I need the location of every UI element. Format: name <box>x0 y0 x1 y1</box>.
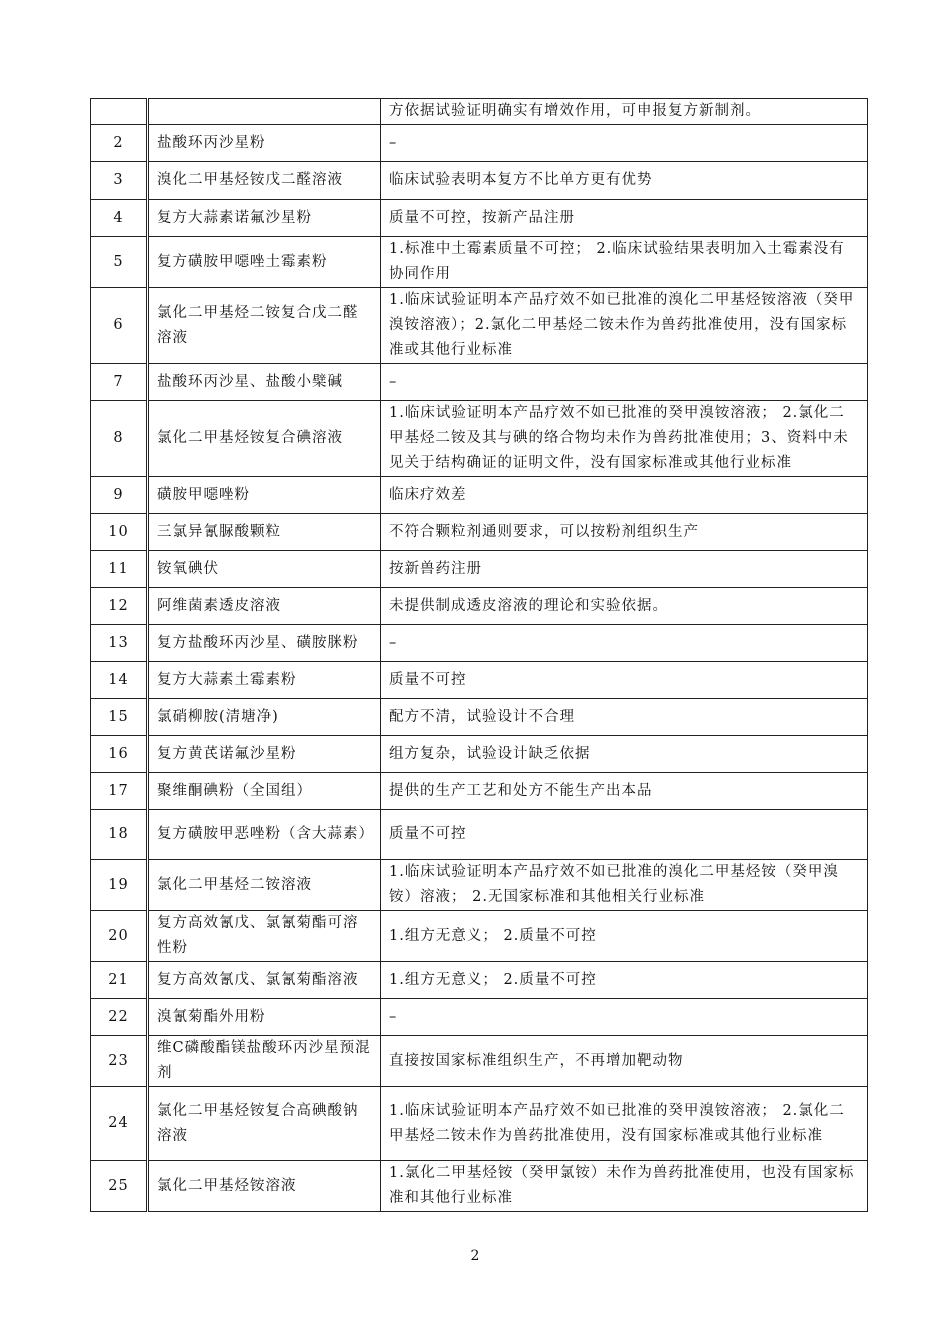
drug-name: 氯化二甲基烃铵复合高碘酸钠溶液 <box>148 1087 381 1161</box>
rejection-reason: 1.氯化二甲基烃铵（癸甲氯铵）未作为兽药批准使用，也没有国家标准和其他行业标准 <box>381 1161 868 1212</box>
drug-name <box>148 99 381 125</box>
table-body <box>91 99 868 1212</box>
table-row <box>91 736 868 773</box>
drug-name: 复方磺胺甲恶唑粉（含大蒜素） <box>148 810 381 860</box>
drug-name: 聚维酮碘粉（全国组） <box>148 773 381 810</box>
table-row <box>91 401 868 477</box>
drug-name: 氯化二甲基烃二铵溶液 <box>148 860 381 911</box>
drug-name: 磺胺甲噁唑粉 <box>148 477 381 514</box>
drug-name: 盐酸环丙沙星粉 <box>148 125 381 162</box>
rejection-reason: 1.临床试验证明本产品疗效不如已批准的癸甲溴铵溶液； 2.氯化二甲基烃二铵未作为兽药批准使用，没有国家标准或其他行业标准 <box>381 1087 868 1161</box>
drug-name: 复方黄芪诺氟沙星粉 <box>148 736 381 773</box>
row-number: 19 <box>91 860 148 911</box>
drug-name: 溴化二甲基烃铵戊二醛溶液 <box>148 162 381 200</box>
rejection-reason: 1.组方无意义； 2.质量不可控 <box>381 962 868 999</box>
row-number: 4 <box>91 200 148 237</box>
drug-name: 复方大蒜素土霉素粉 <box>148 662 381 699</box>
table-row <box>91 477 868 514</box>
drug-name: 复方大蒜素诺氟沙星粉 <box>148 200 381 237</box>
rejection-reason: – <box>381 125 868 162</box>
rejection-reason: 直接按国家标准组织生产，不再增加靶动物 <box>381 1036 868 1087</box>
row-number: 2 <box>91 125 148 162</box>
drug-name: 阿维菌素透皮溶液 <box>148 588 381 625</box>
row-number: 9 <box>91 477 148 514</box>
row-number: 24 <box>91 1087 148 1161</box>
table-row <box>91 125 868 162</box>
rejection-table <box>90 98 868 1212</box>
rejection-reason: 质量不可控 <box>381 662 868 699</box>
row-number: 6 <box>91 288 148 364</box>
table-row <box>91 99 868 125</box>
table-row <box>91 860 868 911</box>
drug-name: 氯化二甲基烃铵溶液 <box>148 1161 381 1212</box>
row-number: 21 <box>91 962 148 999</box>
table-row <box>91 625 868 662</box>
rejection-reason: 1.临床试验证明本产品疗效不如已批准的癸甲溴铵溶液； 2.氯化二甲基烃二铵及其与碘的络合物均未作为兽药批准使用；3、资料中未见关于结构确证的证明文件，没有国家标准或其他行业标准 <box>381 401 868 477</box>
row-number: 12 <box>91 588 148 625</box>
drug-name: 氯硝柳胺(清塘净) <box>148 699 381 736</box>
row-number: 17 <box>91 773 148 810</box>
rejection-reason: – <box>381 364 868 401</box>
table-row <box>91 699 868 736</box>
rejection-reason: 方依据试验证明确实有增效作用，可申报复方新制剂。 <box>381 99 868 125</box>
row-number: 22 <box>91 999 148 1036</box>
row-number: 20 <box>91 911 148 962</box>
row-number: 23 <box>91 1036 148 1087</box>
row-number: 11 <box>91 551 148 588</box>
drug-name: 氯化二甲基烃铵复合碘溶液 <box>148 401 381 477</box>
row-number: 10 <box>91 514 148 551</box>
rejection-reason: 组方复杂，试验设计缺乏依据 <box>381 736 868 773</box>
table-row <box>91 200 868 237</box>
drug-name: 盐酸环丙沙星、盐酸小檗碱 <box>148 364 381 401</box>
table-row <box>91 551 868 588</box>
table-row <box>91 773 868 810</box>
rejection-reason: 未提供制成透皮溶液的理论和实验依据。 <box>381 588 868 625</box>
table-row <box>91 662 868 699</box>
rejection-reason: 1.临床试验证明本产品疗效不如已批准的溴化二甲基烃铵（癸甲溴铵）溶液； 2.无国家标准和其他相关行业标准 <box>381 860 868 911</box>
rejection-reason: 按新兽药注册 <box>381 551 868 588</box>
row-number: 25 <box>91 1161 148 1212</box>
row-number: 5 <box>91 237 148 288</box>
drug-name: 维C磷酸酯镁盐酸环丙沙星预混剂 <box>148 1036 381 1087</box>
page-number: 2 <box>470 1248 480 1264</box>
rejection-reason: 1.临床试验证明本产品疗效不如已批准的溴化二甲基烃铵溶液（癸甲溴铵溶液）；2.氯化二甲基烃二铵未作为兽药批准使用，没有国家标准或其他行业标准 <box>381 288 868 364</box>
table-row <box>91 364 868 401</box>
rejection-reason: 提供的生产工艺和处方不能生产出本品 <box>381 773 868 810</box>
row-number: 15 <box>91 699 148 736</box>
rejection-reason: 不符合颗粒剂通则要求，可以按粉剂组织生产 <box>381 514 868 551</box>
table-row <box>91 588 868 625</box>
drug-name: 溴氰菊酯外用粉 <box>148 999 381 1036</box>
rejection-reason: 1.组方无意义； 2.质量不可控 <box>381 911 868 962</box>
table-row <box>91 911 868 962</box>
row-number: 7 <box>91 364 148 401</box>
table-row <box>91 1036 868 1087</box>
row-number: 8 <box>91 401 148 477</box>
rejection-reason: – <box>381 625 868 662</box>
table-row <box>91 237 868 288</box>
rejection-reason: 配方不清，试验设计不合理 <box>381 699 868 736</box>
drug-name: 铵氧碘伏 <box>148 551 381 588</box>
row-number: 13 <box>91 625 148 662</box>
table-row <box>91 1161 868 1212</box>
drug-name: 三氯异氰脲酸颗粒 <box>148 514 381 551</box>
rejection-reason: 质量不可控，按新产品注册 <box>381 200 868 237</box>
table-row <box>91 962 868 999</box>
table-row <box>91 288 868 364</box>
row-number: 18 <box>91 810 148 860</box>
table-row <box>91 999 868 1036</box>
rejection-reason: 质量不可控 <box>381 810 868 860</box>
drug-name: 复方高效氰戊、氯氰菊酯溶液 <box>148 962 381 999</box>
drug-name: 复方高效氰戊、氯氰菊酯可溶性粉 <box>148 911 381 962</box>
drug-name: 复方磺胺甲噁唑土霉素粉 <box>148 237 381 288</box>
drug-name: 氯化二甲基烃二铵复合戊二醛溶液 <box>148 288 381 364</box>
rejection-reason: 1.标准中土霉素质量不可控； 2.临床试验结果表明加入土霉素没有协同作用 <box>381 237 868 288</box>
table-row <box>91 810 868 860</box>
rejection-reason: 临床疗效差 <box>381 477 868 514</box>
drug-name: 复方盐酸环丙沙星、磺胺脒粉 <box>148 625 381 662</box>
rejection-reason: 临床试验表明本复方不比单方更有优势 <box>381 162 868 200</box>
row-number <box>91 99 148 125</box>
row-number: 16 <box>91 736 148 773</box>
row-number: 3 <box>91 162 148 200</box>
table-row <box>91 514 868 551</box>
rejection-reason: – <box>381 999 868 1036</box>
row-number: 14 <box>91 662 148 699</box>
table-row <box>91 162 868 200</box>
table-row <box>91 1087 868 1161</box>
